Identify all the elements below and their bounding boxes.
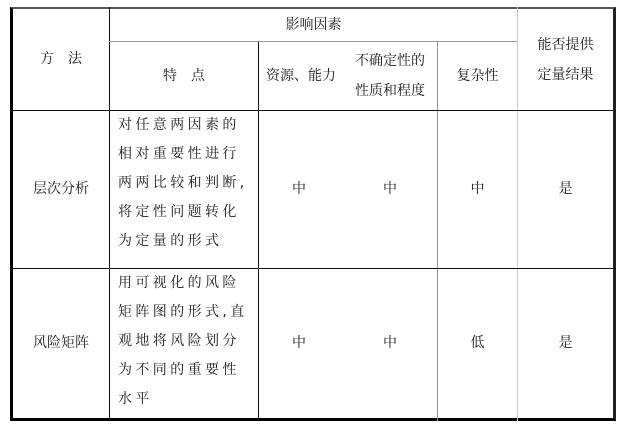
row1-quantitative-value: 是: [558, 181, 573, 197]
header-quantitative: [518, 9, 613, 110]
row2-features-line5: 水平: [118, 391, 153, 407]
header-influence-factors: [110, 9, 517, 41]
row1-complexity-value: 中: [470, 181, 485, 197]
table-row-2-features: [110, 269, 258, 418]
header-influence-label: 影响因素: [285, 16, 342, 33]
row2-method-label: 风险矩阵: [33, 335, 89, 351]
header-uncertainty-line1: 不确定性的: [355, 53, 425, 69]
row2-resources-value: 中: [292, 335, 306, 351]
header-quantitative-line2: 定量结果: [537, 66, 594, 83]
header-complexity-label: 复杂性: [456, 67, 499, 84]
row1-resources-value: 中: [292, 181, 306, 197]
header-resources-label: 资源、能力: [266, 67, 336, 84]
header-features-label: 特 点: [163, 67, 205, 84]
header-method: [13, 9, 109, 110]
row2-features-line1: 用可视化的风险: [118, 275, 240, 291]
row2-quantitative-value: 是: [558, 335, 573, 351]
table-row-1-uncertainty: [343, 111, 437, 268]
table-row-2-complexity: [438, 269, 517, 418]
risk-method-comparison-table: [10, 7, 616, 421]
row1-features-line2: 相对重要性进行: [118, 146, 240, 162]
table-row-1-resources: [259, 111, 339, 268]
table-row-2-method: [13, 269, 109, 418]
header-method-label: 方 法: [40, 51, 82, 67]
header-features: [110, 42, 258, 110]
row1-method-label: 层次分析: [33, 181, 89, 197]
row2-features-line2: 矩阵图的形式,直: [118, 304, 248, 320]
table-row-1-quantitative: [518, 111, 613, 268]
table-row-1-complexity: [438, 111, 517, 268]
row2-features-line4: 为不同的重要性: [118, 362, 240, 378]
row1-features-line1: 对任意两因素的: [118, 117, 240, 133]
table-row-2-resources: [259, 269, 339, 418]
header-complexity: [438, 42, 517, 110]
row2-features-line3: 观地将风险划分: [118, 333, 240, 349]
row1-features-line3: 两两比较和判断,: [118, 175, 248, 191]
header-uncertainty: [343, 42, 437, 110]
header-quantitative-line1: 能否提供: [537, 36, 594, 53]
row1-uncertainty-value: 中: [383, 181, 397, 197]
table-row-2-quantitative: [518, 269, 613, 418]
table-row-2-uncertainty: [343, 269, 437, 418]
header-uncertainty-line2: 性质和程度: [355, 83, 425, 99]
row2-uncertainty-value: 中: [383, 335, 397, 351]
table-row-1-method: [13, 111, 109, 268]
table-row-1-features: [110, 111, 258, 268]
row1-features-line4: 将定性问题转化: [118, 204, 240, 220]
header-resources: [259, 42, 343, 110]
row1-features-line5: 为定量的形式: [118, 233, 223, 249]
row2-complexity-value: 低: [470, 335, 485, 351]
